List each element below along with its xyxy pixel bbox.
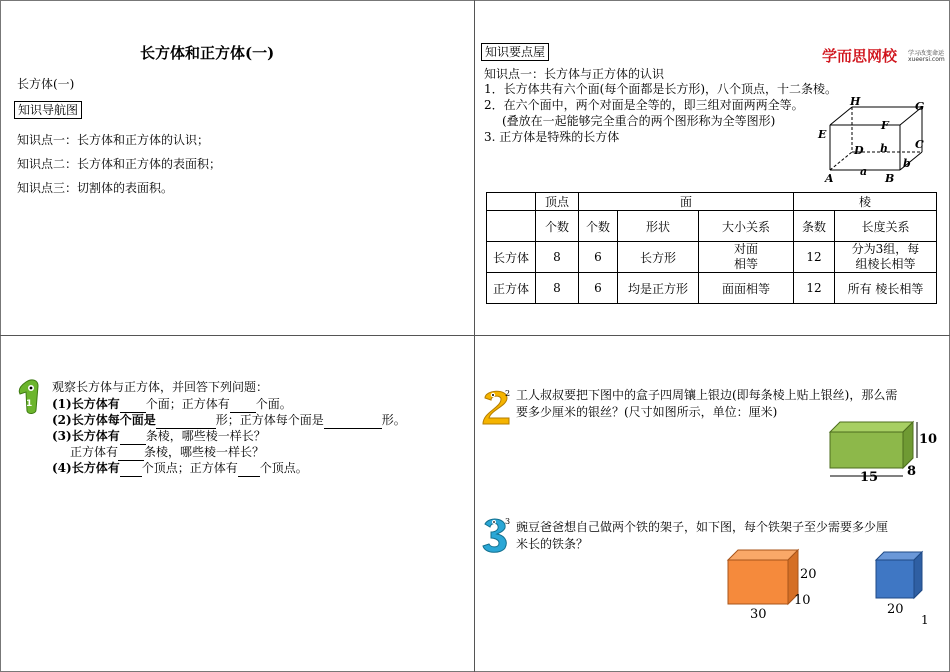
row-cuboid-shape: 长方形 [618, 242, 699, 273]
header-edge: 棱 [794, 193, 937, 211]
q1-l3a: (3)长方体有 [52, 429, 120, 443]
point-1: 知识点一：长方体和正方体的认识； [17, 133, 210, 147]
vertical-divider [474, 0, 475, 672]
label-B: B [885, 172, 895, 185]
badge-2-icon [481, 386, 513, 426]
row-cube-name: 正方体 [487, 273, 536, 304]
nav-box: 知识导航图 [14, 101, 82, 119]
header2-empty [487, 211, 536, 242]
header2-length: 长度关系 [835, 211, 937, 242]
q1-l1b: 个面；正方体有 [145, 397, 230, 411]
row-cube-edges: 12 [794, 273, 835, 304]
header2-fcount: 个数 [579, 211, 618, 242]
green-box-length: 15 [860, 470, 879, 485]
badge-1-number: 1 [26, 399, 33, 409]
label-D: D [854, 144, 864, 157]
blank-8[interactable] [238, 462, 260, 477]
q1-l1c: 个面。 [255, 397, 292, 411]
q1-l5c: 个顶点。 [259, 461, 308, 475]
kp-line-1: 1．长方体共有六个面(每个面都是长方形)，八个顶点，十二条棱。 [484, 82, 838, 96]
subtitle: 长方体(一) [17, 77, 75, 91]
row-cuboid-edges: 12 [794, 242, 835, 273]
q1-l2b: 形；正方体每个面是 [215, 413, 324, 427]
row-cube-size: 面面相等 [699, 273, 794, 304]
logo-slogan: 学习改变命运 [908, 50, 945, 57]
blank-4[interactable] [324, 414, 382, 429]
badge-3-number: 3 [505, 517, 511, 526]
header2-shape: 形状 [618, 211, 699, 242]
row-cuboid-length: 分为3组，每 组棱长相等 [835, 242, 937, 273]
horizontal-divider [0, 335, 950, 336]
point-3: 知识点三：切割体的表面积。 [17, 181, 174, 195]
q1-l1a: (1)长方体有 [52, 397, 120, 411]
label-C: C [915, 138, 924, 151]
label-A: A [825, 172, 834, 185]
q1-l3b: 条棱，哪些棱一样长？ [145, 429, 266, 443]
logo-url: xueersi.com [908, 56, 945, 63]
label-F: F [881, 119, 889, 132]
orange-box-length: 30 [750, 607, 767, 622]
q1-intro: 观察长方体与正方体，并回答下列问题： [52, 380, 269, 394]
label-E: E [818, 128, 827, 141]
label-H: H [850, 95, 861, 108]
badge-2-number: 2 [505, 389, 511, 398]
q1-l5a: (4)长方体有 [52, 461, 120, 475]
green-box-height: 10 [919, 432, 938, 447]
cuboid-diagram [815, 95, 930, 185]
badge-1-icon [14, 376, 44, 416]
badge-3-icon [481, 516, 513, 554]
q3-text-line-2: 米长的铁条？ [516, 537, 589, 551]
q1-l2c: 形。 [381, 413, 406, 427]
header2-size: 大小关系 [699, 211, 794, 242]
logo-text: 学而思网校 [822, 47, 898, 65]
label-h: h [880, 142, 888, 155]
kp-line-0: 知识点一：长方体与正方体的认识 [484, 67, 665, 81]
row-cuboid-name: 长方体 [487, 242, 536, 273]
header-empty [487, 193, 536, 211]
q2-text-line-1: 工人叔叔要把下图中的盒子四周镶上银边(即每条棱上贴上银丝)，那么需 [516, 388, 898, 402]
comparison-table [486, 192, 937, 304]
q3-text-line-1: 豌豆爸爸想自己做两个铁的架子，如下图，每个铁架子至少需要多少厘 [516, 520, 889, 534]
orange-box-height: 20 [800, 567, 817, 582]
kp-line-3: (叠放在一起能够完全重合的两个图形称为全等图形) [502, 114, 776, 128]
row-cuboid-faces: 6 [579, 242, 618, 273]
knowledge-box: 知识要点屋 [481, 43, 549, 61]
green-box-figure [825, 418, 945, 488]
q1-l4a: 正方体有 [70, 445, 119, 459]
row-cube-vertices: 8 [536, 273, 579, 304]
blank-7[interactable] [120, 462, 142, 477]
q1-l4b: 条棱，哪些棱一样长？ [144, 445, 265, 459]
header2-ecount: 条数 [794, 211, 835, 242]
row-cube-shape: 均是正方形 [618, 273, 699, 304]
slide-title: 长方体和正方体(一) [140, 44, 275, 62]
row-cuboid-size: 对面 相等 [699, 242, 794, 273]
row-cube-faces: 6 [579, 273, 618, 304]
header-vertex: 顶点 [536, 193, 579, 211]
kp-line-2: 2．在六个面中，两个对面是全等的，即三组对面两两全等。 [484, 98, 804, 112]
q1-line-5 [52, 459, 308, 477]
orange-box-figure [722, 546, 822, 622]
row-cuboid-vertices: 8 [536, 242, 579, 273]
xueersi-logo [822, 45, 945, 66]
page-number: 1 [921, 613, 929, 627]
header-face: 面 [579, 193, 794, 211]
green-box-width: 8 [907, 464, 917, 479]
q1-l2a: (2)长方体每个面是 [52, 413, 156, 427]
blue-cube-length: 20 [887, 602, 904, 617]
blue-cube-figure [870, 546, 930, 620]
label-a: a [860, 165, 868, 178]
q2-text-line-2: 要多少厘米的银丝？(尺寸如图所示，单位：厘米) [516, 405, 778, 419]
label-G: G [915, 100, 925, 113]
kp-line-4: 3. 正方体是特殊的长方体 [484, 130, 620, 144]
point-2: 知识点二：长方体和正方体的表面积； [17, 157, 222, 171]
label-b: b [903, 157, 911, 170]
orange-box-width: 10 [794, 593, 811, 608]
header2-vcount: 个数 [536, 211, 579, 242]
q1-l5b: 个顶点；正方体有 [141, 461, 238, 475]
row-cube-length: 所有 棱长相等 [835, 273, 937, 304]
